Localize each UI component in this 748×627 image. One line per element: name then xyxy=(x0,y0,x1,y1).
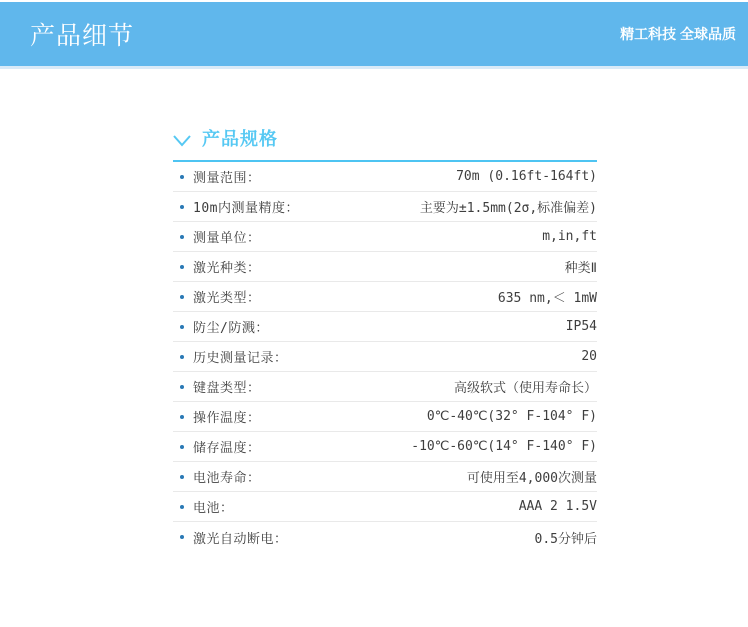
spec-label: 激光自动断电： xyxy=(193,531,288,547)
spec-label: 激光种类： xyxy=(193,261,261,276)
spec-value: IP54 xyxy=(565,319,597,334)
spec-row-laser-auto-off xyxy=(173,522,597,552)
spec-value: 0.5分钟后 xyxy=(534,531,597,547)
spec-value: 可使用至4,000次测量 xyxy=(466,471,597,486)
spec-row-units xyxy=(173,222,597,252)
spec-label: 电池寿命： xyxy=(193,471,261,486)
spec-label: 历史测量记录： xyxy=(193,351,288,366)
spec-value: -10℃-60℃(14° F-140° F) xyxy=(411,439,597,454)
section-header-product-specs[interactable] xyxy=(173,125,597,162)
header-bar xyxy=(0,2,748,69)
spec-label: 测量单位： xyxy=(193,231,261,246)
bullet-icon xyxy=(180,415,184,419)
spec-row-ip-rating xyxy=(173,312,597,342)
spec-row-laser-class xyxy=(173,252,597,282)
spec-row-keypad-type xyxy=(173,372,597,402)
bullet-icon xyxy=(180,505,184,509)
bullet-icon xyxy=(180,535,184,539)
bullet-icon xyxy=(180,235,184,239)
spec-label: 操作温度： xyxy=(193,411,261,426)
spec-row-storage-temp xyxy=(173,432,597,462)
bullet-icon xyxy=(180,475,184,479)
spec-value: m,in,ft xyxy=(542,229,597,244)
spec-table xyxy=(173,162,597,552)
bullet-icon xyxy=(180,325,184,329)
spec-label: 电池： xyxy=(193,501,234,516)
bullet-icon xyxy=(180,385,184,389)
spec-row-measure-range xyxy=(173,162,597,192)
spec-label: 键盘类型： xyxy=(193,381,261,396)
spec-row-accuracy xyxy=(173,192,597,222)
bullet-icon xyxy=(180,445,184,449)
spec-row-laser-type xyxy=(173,282,597,312)
spec-value: AAA 2 1.5V xyxy=(518,499,597,514)
spec-label: 10m内测量精度： xyxy=(193,201,299,216)
spec-value: 0℃-40℃(32° F-104° F) xyxy=(426,409,597,424)
spec-value: 主要为±1.5mm(2σ,标准偏差) xyxy=(419,201,597,216)
chevron-down-icon xyxy=(173,132,191,144)
bullet-icon xyxy=(180,265,184,269)
spec-label: 激光类型： xyxy=(193,291,261,306)
section-title: 产品规格 xyxy=(202,129,278,149)
spec-row-battery xyxy=(173,492,597,522)
spec-row-battery-life xyxy=(173,462,597,492)
page-title: 产品细节 xyxy=(30,22,135,50)
spec-label: 储存温度： xyxy=(193,441,261,456)
spec-label: 防尘/防溅： xyxy=(193,321,269,336)
bullet-icon xyxy=(180,205,184,209)
spec-value: 635 nm,＜ 1mW xyxy=(497,291,597,306)
spec-value: 20 xyxy=(581,349,597,364)
spec-value: 高级软式（使用寿命长） xyxy=(453,381,597,396)
spec-label: 测量范围： xyxy=(193,171,261,186)
spec-row-history-records xyxy=(173,342,597,372)
bullet-icon xyxy=(180,295,184,299)
bullet-icon xyxy=(180,175,184,179)
spec-value: 种类Ⅱ xyxy=(564,261,597,276)
spec-row-operating-temp xyxy=(173,402,597,432)
brand-tagline: 精工科技 全球品质 xyxy=(620,26,736,42)
content-area xyxy=(173,125,597,552)
bullet-icon xyxy=(180,355,184,359)
spec-value: 70m (0.16ft-164ft) xyxy=(456,169,597,184)
